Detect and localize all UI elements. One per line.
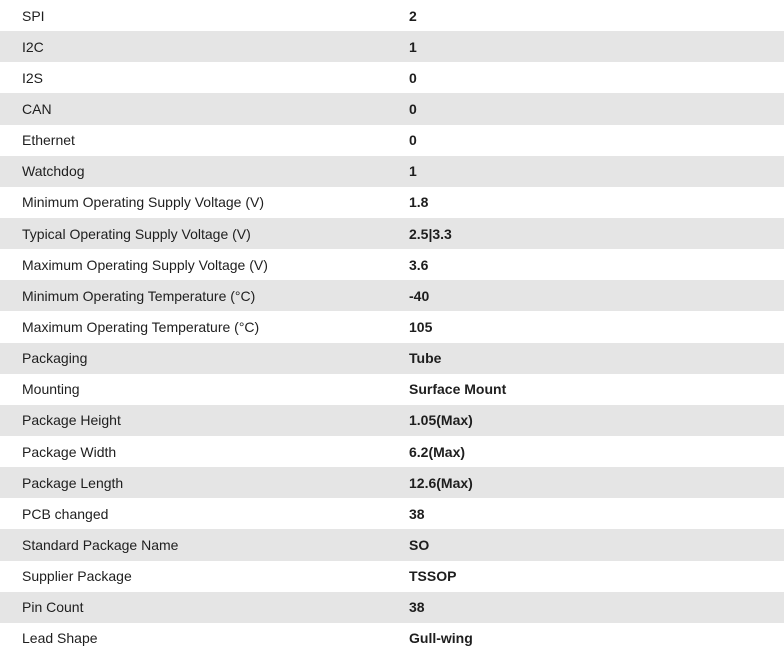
spec-value: SO (409, 536, 430, 553)
spec-row-pcb-changed (0, 498, 784, 529)
spec-value: Tube (409, 350, 442, 367)
spec-row-spi (0, 0, 784, 31)
spec-row-standard-package-name (0, 529, 784, 560)
spec-value: 2 (409, 7, 417, 24)
spec-value: TSSOP (409, 568, 457, 585)
spec-label: Typical Operating Supply Voltage (V) (22, 225, 251, 242)
spec-label: Maximum Operating Supply Voltage (V) (22, 256, 268, 273)
spec-label: Minimum Operating Temperature (°C) (22, 287, 256, 304)
spec-label: Ethernet (22, 132, 75, 149)
spec-row-max-temperature (0, 311, 784, 342)
spec-value: 0 (409, 132, 417, 149)
spec-row-packaging (0, 343, 784, 374)
spec-label: Package Height (22, 412, 121, 429)
spec-row-i2c (0, 31, 784, 62)
spec-label: Watchdog (22, 163, 85, 180)
spec-row-package-length (0, 467, 784, 498)
spec-value: 12.6(Max) (409, 474, 473, 491)
spec-row-lead-shape (0, 623, 784, 654)
spec-row-min-temperature (0, 280, 784, 311)
spec-row-typ-supply-voltage (0, 218, 784, 249)
spec-value: 1.8 (409, 194, 429, 211)
spec-row-can (0, 93, 784, 124)
spec-value: 2.5|3.3 (409, 225, 452, 242)
spec-row-pin-count (0, 592, 784, 623)
spec-row-ethernet (0, 125, 784, 156)
spec-value: 3.6 (409, 256, 429, 273)
spec-row-package-width (0, 436, 784, 467)
spec-value: 1.05(Max) (409, 412, 473, 429)
spec-label: Packaging (22, 350, 88, 367)
spec-label: Mounting (22, 381, 80, 398)
spec-value: 38 (409, 599, 425, 616)
spec-row-supplier-package (0, 561, 784, 592)
spec-label: Standard Package Name (22, 536, 179, 553)
spec-label: Lead Shape (22, 630, 98, 647)
spec-label: Minimum Operating Supply Voltage (V) (22, 194, 264, 211)
spec-value: -40 (409, 287, 430, 304)
spec-value: 1 (409, 163, 417, 180)
spec-label: Supplier Package (22, 568, 132, 585)
spec-row-mounting (0, 374, 784, 405)
spec-label: Package Length (22, 474, 124, 491)
spec-row-watchdog (0, 156, 784, 187)
spec-label: Pin Count (22, 599, 84, 616)
spec-label: I2C (22, 38, 44, 55)
spec-value: 38 (409, 505, 425, 522)
spec-value: 0 (409, 100, 417, 117)
spec-value: Gull-wing (409, 630, 473, 647)
spec-value: 6.2(Max) (409, 443, 466, 460)
spec-label: Maximum Operating Temperature (°C) (22, 318, 260, 335)
spec-label: Package Width (22, 443, 117, 460)
spec-value: Surface Mount (409, 381, 507, 398)
spec-label: CAN (22, 100, 52, 117)
spec-value: 105 (409, 318, 433, 335)
spec-label: I2S (22, 69, 44, 86)
spec-row-max-supply-voltage (0, 249, 784, 280)
spec-value: 1 (409, 38, 417, 55)
spec-value: 0 (409, 69, 417, 86)
spec-label: PCB changed (22, 505, 109, 522)
spec-label: SPI (22, 7, 45, 24)
spec-row-min-supply-voltage (0, 187, 784, 218)
spec-row-i2s (0, 62, 784, 93)
spec-row-package-height (0, 405, 784, 436)
